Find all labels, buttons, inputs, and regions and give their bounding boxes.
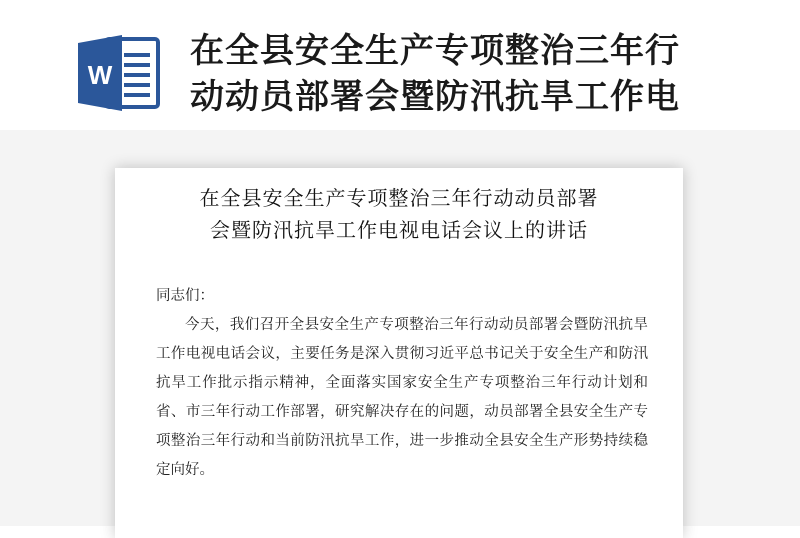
- word-icon-letter: W: [87, 60, 113, 90]
- document-title: 在全县安全生产专项整治三年行动动员部署 会暨防汛抗旱工作电视电话会议上的讲话: [199, 186, 599, 242]
- paragraph: 今天，我们召开全县安全生产专项整治三年行动动员部署会暨防汛抗旱工作电视电话会议，主要任务是深入贯彻习近平总书记关于安全生产和防汛抗旱工作批示指示精神，全面落实国家安全生产专项整治三年行动计划和省、市三年行动工作部署，研究解决存在的问题，动员部署全县安全生产专项整治三年行动和当前防汛抗旱工作，进一步推动全县安全生产形势持续稳定向好。: [156, 317, 648, 478]
- page-title: 在全县安全生产专项整治三年行 动动员部署会暨防汛抗旱工作电: [190, 31, 680, 117]
- document-page: [115, 168, 683, 538]
- word-document-icon: [76, 31, 166, 113]
- salutation: 同志们：: [156, 288, 214, 304]
- document-body: [156, 282, 648, 485]
- header: [0, 0, 800, 130]
